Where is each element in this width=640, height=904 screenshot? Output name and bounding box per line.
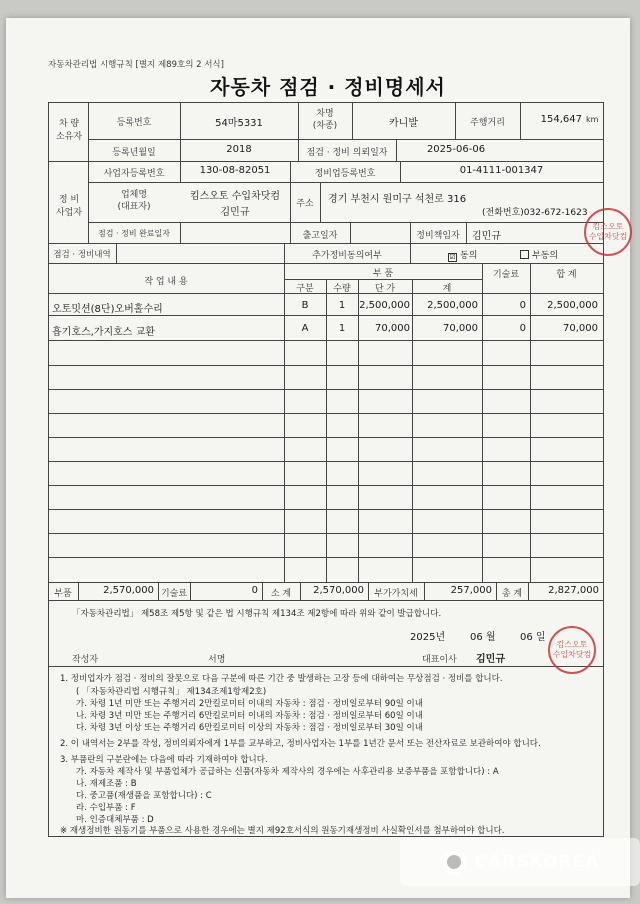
carskorea-watermark <box>400 838 640 886</box>
business-section-label: 정 비 사업자 <box>55 195 83 218</box>
consent-label: 추가정비동의여부 <box>312 251 382 261</box>
unit-cell: 70,000 <box>375 323 410 334</box>
type-cell: B <box>301 300 309 311</box>
type-header: 구분 <box>296 284 314 294</box>
tech-total-value: 0 <box>251 585 258 596</box>
grand-total-value: 2,827,000 <box>548 585 599 596</box>
issue-day: 06 일 <box>520 632 546 643</box>
grid-line <box>88 139 603 140</box>
representative-name: 김민규 <box>220 207 250 218</box>
grid-line <box>48 413 603 414</box>
qty-cell: 1 <box>338 300 346 311</box>
biz-reg-value: 130-08-82051 <box>199 165 271 176</box>
form-reference: 자동차관리법 시행규칙 [별지 제89호의 2 서식] <box>48 60 224 70</box>
grid-line <box>48 340 603 341</box>
note-line: 가. 차령 1년 미만 또는 주행거리 2만킬로미터 이내의 자동차 : 점검 · 정비일로부터 90일 이내 <box>76 699 423 709</box>
unit-cell: 2,500,000 <box>359 300 410 311</box>
grid-line <box>88 182 603 183</box>
agree-label: 동의 <box>460 251 478 261</box>
sum-cell: 70,000 <box>443 323 478 334</box>
carskorea-logo-icon <box>441 849 467 875</box>
grid-line <box>48 263 603 264</box>
parts-header: 부 품 <box>372 269 394 279</box>
grid-line <box>48 666 604 667</box>
issue-year: 2025년 <box>410 632 446 643</box>
stamp-text: 킴스오토 수입차닷컴 <box>588 222 628 241</box>
total-cell: 70,000 <box>563 323 598 334</box>
ceo-label: 대표이사 <box>422 655 457 665</box>
grid-line <box>48 161 603 162</box>
model-label: 차명 (차종) <box>312 109 338 131</box>
grid-line <box>48 836 604 837</box>
grid-line <box>350 222 351 243</box>
grid-line <box>410 243 411 263</box>
vat-value: 257,000 <box>450 585 492 596</box>
total-header: 합 계 <box>556 270 577 280</box>
subtotal-label: 소 계 <box>270 589 292 599</box>
note-line: ( 「자동차관리법 시행규칙」 제134조제1항제2호) <box>76 687 267 697</box>
request-date-label: 점검 · 정비 의뢰일자 <box>306 148 388 158</box>
grid-line <box>48 582 603 583</box>
disagree-option[interactable] <box>520 248 558 261</box>
reg-no-label: 등록번호 <box>116 118 152 128</box>
tech-header: 기술료 <box>492 270 520 280</box>
maint-reg-value: 01-4111-001347 <box>459 165 544 176</box>
qty-header: 수량 <box>333 284 351 294</box>
table-border-left <box>48 102 49 600</box>
parts-total-label: 부품 <box>54 589 72 599</box>
address-value: 경기 부천시 원미구 석천로 316 <box>328 194 467 205</box>
work-cell: 오토밋션(8단)오버홀수리 <box>52 304 163 315</box>
type-cell: A <box>301 323 309 334</box>
note-line: 다. 중고품(재생품을 포함합니다) : C <box>76 791 212 801</box>
grid-line <box>466 222 467 243</box>
note-line: 다. 차령 3년 이상 또는 주행거리 6만킬로미터 이상의 자동차 : 점검 · 정비일로부터 30일 이내 <box>76 723 423 733</box>
work-cell: 흡기호스,가지호스 교환 <box>52 327 155 338</box>
total-cell: 2,500,000 <box>547 300 598 311</box>
writer-label: 작성자 <box>72 655 99 665</box>
subtotal-value: 2,570,000 <box>313 585 364 596</box>
mileage-unit: km <box>586 115 599 124</box>
grand-total-label: 총 계 <box>501 589 523 599</box>
maint-reg-label: 정비업등록번호 <box>314 169 376 179</box>
reg-year-label: 등록년월일 <box>112 148 156 158</box>
mileage-label: 주행거리 <box>470 118 505 128</box>
phone-value: (전화번호)032-672-1623 <box>482 208 588 218</box>
company-name: 킴스오토 수입차닷컴 <box>189 191 281 202</box>
grid-line <box>48 437 603 438</box>
sum-cell: 2,500,000 <box>427 300 478 311</box>
grid-line <box>603 600 604 836</box>
completion-label: 점검 · 정비 완료일자 <box>98 229 170 238</box>
sum-header: 계 <box>442 284 452 294</box>
grid-line <box>116 243 117 263</box>
reg-no-value: 54마5331 <box>215 118 263 129</box>
stamp-text: 킴스오토 수입차닷컴 <box>552 640 592 659</box>
request-date-value: 2025-06-06 <box>426 144 486 155</box>
unit-header: 단 가 <box>374 284 396 294</box>
grid-line <box>48 533 603 534</box>
grid-line <box>180 222 181 243</box>
note-line: ※ 재생정비한 원동기를 부품으로 사용한 경우에는 별지 제92호서식의 원동기재생정비 사실확인서를 첨부하여야 합니다. <box>60 826 505 836</box>
address-label: 주소 <box>296 199 314 209</box>
ceo-seal-stamp <box>548 626 596 674</box>
note-line: 마. 인증대체부품 : D <box>76 815 154 825</box>
grid-line <box>48 389 603 390</box>
grid-line <box>48 600 49 836</box>
table-border-right <box>603 102 604 600</box>
disagree-label: 부동의 <box>532 251 559 261</box>
reg-year-value: 2018 <box>226 144 252 155</box>
grid-line <box>48 461 603 462</box>
agree-option[interactable] <box>448 248 477 262</box>
manager-value: 김민규 <box>472 231 501 242</box>
sign-label: 서명 <box>208 655 226 665</box>
note-line: 나. 차령 3년 미만 또는 주행거리 6만킬로미터 이내의 자동차 : 점검 · 정비일로부터 60일 이내 <box>76 711 423 721</box>
note-line: 1. 정비업자가 점검 · 정비의 잘못으로 다음 구분에 따른 기간 중 발생하는 고장 등에 대하여는 무상점검 · 정비를 합니다. <box>60 674 503 684</box>
note-line: 나. 재제조품 : B <box>76 779 137 789</box>
grid-line <box>320 182 321 222</box>
company-seal-stamp <box>584 208 632 256</box>
grid-line <box>48 485 603 486</box>
owner-section-label: 차 량 소유자 <box>55 119 83 142</box>
grid-line <box>48 365 603 366</box>
note-line: 3. 부품란의 구분란에는 다음에 따라 기재하여야 합니다. <box>60 755 268 765</box>
grid-line <box>284 279 482 280</box>
watermark-text: CARSKOREA <box>474 852 600 872</box>
qty-cell: 1 <box>338 323 346 334</box>
note-line: 2. 이 내역서는 2부를 작성, 정비의뢰자에게 1부를 교부하고, 정비사업자는 1부를 1년간 문서 또는 전산자료로 보관하여야 합니다. <box>60 739 541 749</box>
grid-line <box>48 509 603 510</box>
issue-month: 06 월 <box>470 632 496 643</box>
grid-line <box>48 243 603 244</box>
mileage-value: 154,647 <box>540 114 582 125</box>
vat-label: 부가가치세 <box>374 589 418 599</box>
history-label: 점검 · 정비내역 <box>53 250 111 260</box>
disagree-checkbox-icon[interactable] <box>520 250 529 259</box>
work-header: 작 업 내 용 <box>144 277 188 287</box>
agree-checkbox-icon[interactable]: ☑ <box>449 253 456 261</box>
grid-line <box>48 557 603 558</box>
company-label: 업체명 (대표자) <box>117 190 151 212</box>
note-line: 라. 수입부품 : F <box>76 803 136 813</box>
manager-label: 정비책임자 <box>416 231 460 241</box>
ceo-name: 김민규 <box>476 654 505 665</box>
tech-cell: 0 <box>519 323 526 334</box>
release-label: 출고일자 <box>302 231 338 241</box>
parts-total-value: 2,570,000 <box>103 585 154 596</box>
issue-statement: 「자동차관리법」 제58조 제5항 및 같은 법 시행규칙 제134조 제2항에 따라 위와 같이 발급합니다. <box>72 609 442 619</box>
page-title: 자동차 점검 · 정비명세서 <box>210 75 446 99</box>
table-border-totals-bottom <box>48 600 604 601</box>
biz-reg-label: 사업자등록번호 <box>103 169 165 179</box>
note-line: 가. 자동차 제작사 및 부품업체가 공급하는 신품(자동차 제작사의 경우에는 사후관리용 보증부품을 포함합니다) : A <box>76 767 499 777</box>
tech-total-label: 기술료 <box>160 589 188 599</box>
grid-line <box>48 315 603 316</box>
model-value: 카니발 <box>389 118 418 129</box>
grid-line <box>88 222 603 223</box>
tech-cell: 0 <box>519 300 526 311</box>
